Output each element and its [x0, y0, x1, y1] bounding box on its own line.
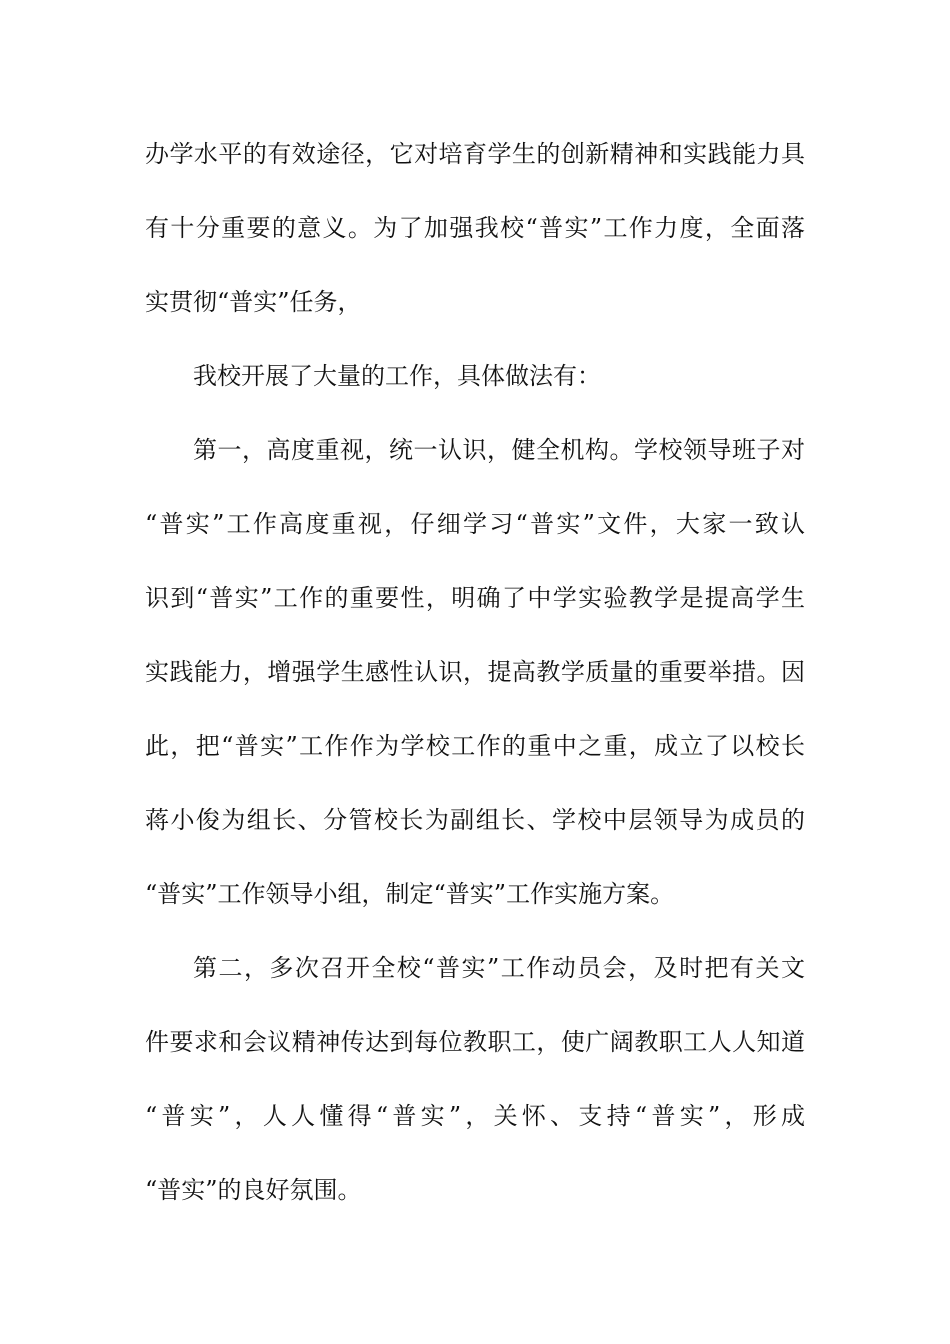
text-line: 识到“普实”工作的重要性，明确了中学实验教学是提高学生	[145, 584, 805, 612]
text-line: 我校开展了大量的工作，具体做法有：	[193, 362, 601, 390]
text-line: 件要求和会议精神传达到每位教职工，使广阔教职工人人知道	[145, 1028, 805, 1056]
text-line: “普实”，人人懂得“普实”，关怀、支持“普实”，形成	[145, 1102, 805, 1130]
document-body	[145, 117, 805, 1227]
text-line: 第一，高度重视，统一认识，健全机构。学校领导班子对	[193, 436, 805, 464]
text-line: 此，把“普实”工作作为学校工作的重中之重，成立了以校长	[145, 732, 805, 760]
text-line: 实践能力，增强学生感性认识，提高教学质量的重要举措。因	[145, 658, 805, 686]
text-line: 办学水平的有效途径，它对培育学生的创新精神和实践能力具	[145, 140, 805, 168]
text-line: 实贯彻“普实”任务，	[145, 288, 362, 316]
text-line: “普实”的良好氛围。	[145, 1176, 362, 1204]
text-line: “普实”工作高度重视，仔细学习“普实”文件，大家一致认	[145, 510, 805, 538]
text-line: 有十分重要的意义。为了加强我校“普实”工作力度，全面落	[145, 214, 805, 242]
text-line: 蒋小俊为组长、分管校长为副组长、学校中层领导为成员的	[145, 806, 805, 834]
text-line: 第二，多次召开全校“普实”工作动员会，及时把有关文	[193, 954, 805, 982]
text-line: “普实”工作领导小组，制定“普实”工作实施方案。	[145, 880, 675, 908]
